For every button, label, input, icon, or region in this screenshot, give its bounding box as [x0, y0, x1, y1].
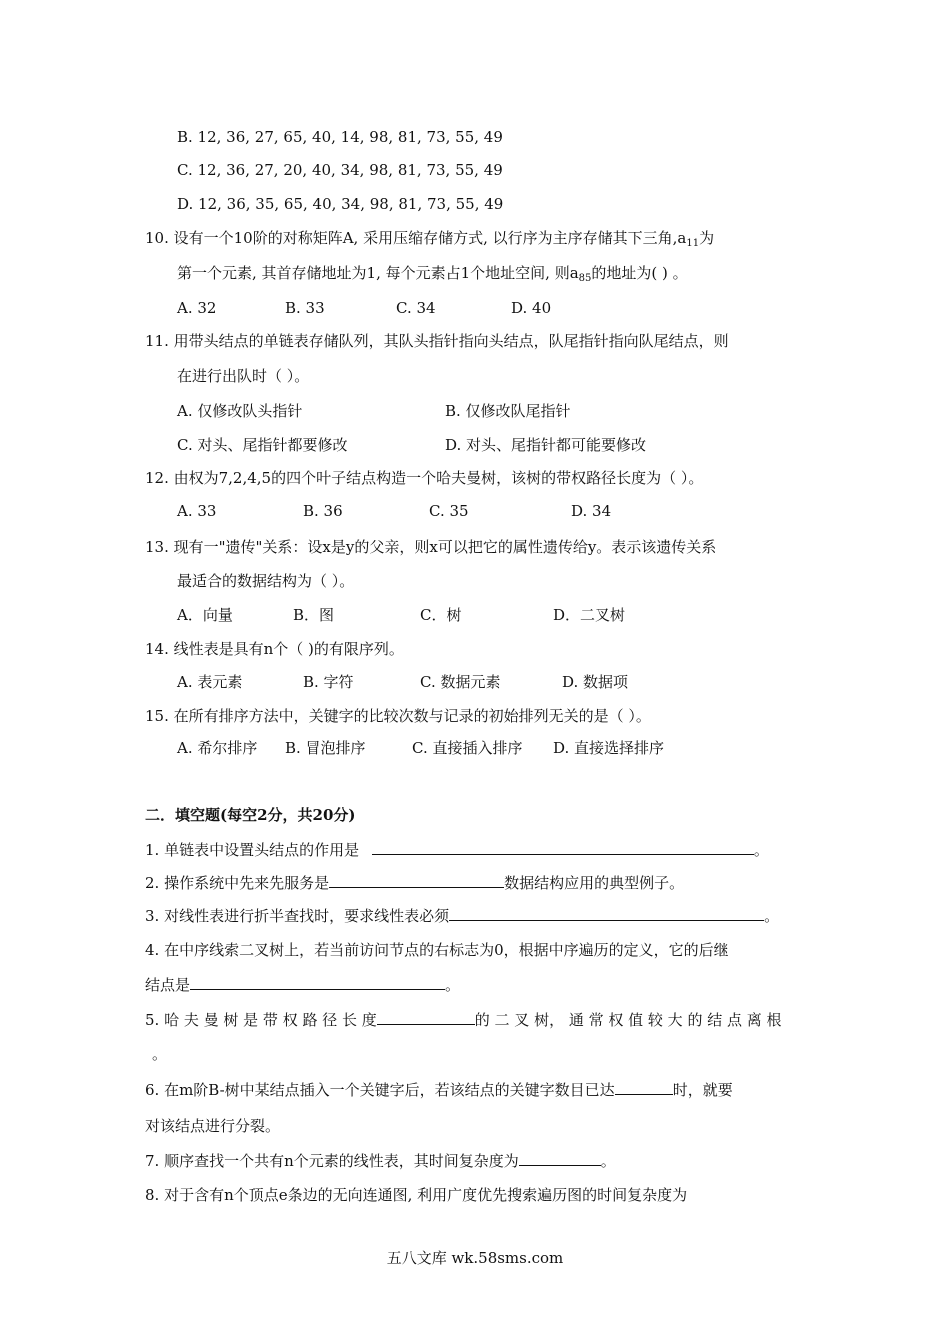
fill-6-blank — [615, 1080, 673, 1095]
q14-option-d: D. 数据项 — [562, 673, 629, 691]
fill-3-text: 3. 对线性表进行折半查找时，要求线性表必须 — [145, 907, 450, 925]
fill-3-blank — [449, 906, 764, 921]
fill-6-text-a: 6. 在m阶B-树中某结点插入一个关键字后，若该结点的关键字数目已达 — [145, 1081, 615, 1099]
fill-1-blank — [372, 840, 754, 855]
q14-options — [0, 672, 950, 692]
fill-5-line2: 。 — [152, 1045, 168, 1063]
fill-8-line1: 8. 对于含有n个顶点e条边的无向连通图, 利用广度优先搜索遍历图的时间复杂度为 — [145, 1186, 688, 1204]
q15-option-c: C. 直接插入排序 — [412, 739, 523, 757]
q14-option-c: C. 数据元素 — [420, 673, 501, 691]
q13-option-d: D．二叉树 — [553, 606, 626, 624]
q14-stem: 14. 线性表是具有n个（ )的有限序列。 — [145, 640, 404, 658]
q11-options-row1 — [0, 401, 950, 421]
fill-1-text: 1. 单链表中设置头结点的作用是 — [145, 841, 360, 859]
q13-option-c: C．树 — [420, 606, 462, 624]
fill-6-line2: 对该结点进行分裂。 — [145, 1117, 281, 1135]
fill-4-line1: 4. 在中序线索二叉树上，若当前访问节点的右标志为0，根据中序遍历的定义，它的后继 — [145, 941, 729, 959]
q11-options-row2 — [0, 435, 950, 455]
fill-3-end: 。 — [764, 907, 780, 925]
fill-2-end: 数据结构应用的典型例子。 — [504, 874, 685, 892]
q10-option-d: D. 40 — [511, 299, 552, 317]
q15-option-a: A. 希尔排序 — [177, 739, 258, 757]
q11-option-a: A. 仅修改队头指针 — [177, 402, 303, 420]
q15-options — [0, 738, 950, 758]
q10-stem-line1 — [145, 228, 714, 251]
q12-option-b: B. 36 — [303, 502, 343, 520]
q10-subscript-11: 11 — [686, 238, 700, 249]
q12-option-d: D. 34 — [571, 502, 612, 520]
q12-option-c: C. 35 — [429, 502, 469, 520]
q13-option-b: B．图 — [293, 606, 335, 624]
fill-7 — [145, 1151, 616, 1171]
q15-option-b: B. 冒泡排序 — [285, 739, 366, 757]
fill-7-blank — [519, 1151, 601, 1166]
q10-text-b: 为 — [699, 229, 715, 247]
q15-stem: 15. 在所有排序方法中，关键字的比较次数与记录的初始排列无关的是（ ）。 — [145, 707, 651, 725]
page-footer-watermark: 五八文库 wk.58sms.com — [386, 1249, 564, 1267]
section-title-fill-in: 二．填空题(每空2分，共20分) — [145, 806, 356, 824]
q11-option-d: D. 对头、尾指针都可能要修改 — [445, 436, 647, 454]
fill-4-blank — [190, 975, 445, 990]
q15-option-d: D. 直接选择排序 — [553, 739, 665, 757]
q12-stem: 12. 由权为7,2,4,5的四个叶子结点构造一个哈夫曼树，该树的带权路径长度为（ ）。 — [145, 469, 704, 487]
q9-option-b: B. 12, 36, 27, 65, 40, 14, 98, 81, 73, 55, 49 — [177, 128, 503, 146]
q10-stem-line2 — [177, 263, 688, 286]
q10-option-b: B. 33 — [285, 299, 325, 317]
fill-2-text: 2. 操作系统中先来先服务是 — [145, 874, 330, 892]
q13-option-a: A．向量 — [177, 606, 233, 624]
fill-5-text-a: 5. 哈 夫 曼 树 是 带 权 路 径 长 度 — [145, 1011, 377, 1029]
fill-7-end: 。 — [600, 1152, 616, 1170]
q10-options — [0, 298, 950, 318]
fill-2-blank — [329, 873, 504, 888]
fill-1 — [145, 840, 769, 860]
fill-4-text: 结点是 — [145, 976, 191, 994]
q13-stem-line2: 最适合的数据结构为（ ）。 — [177, 572, 355, 590]
q11-option-b: B. 仅修改队尾指针 — [445, 402, 571, 420]
q14-option-a: A. 表元素 — [177, 673, 243, 691]
q14-option-b: B. 字符 — [303, 673, 354, 691]
fill-6-line1 — [145, 1080, 733, 1100]
q11-stem-line2: 在进行出队时（ ）。 — [177, 367, 310, 385]
q10-option-c: C. 34 — [396, 299, 436, 317]
fill-4-end: 。 — [445, 976, 461, 994]
q12-option-a: A. 33 — [177, 502, 217, 520]
q10-subscript-85: 85 — [578, 273, 592, 284]
q11-stem-line1: 11. 用带头结点的单链表存储队列，其队头指针指向头结点，队尾指针指向队尾结点，则 — [145, 332, 729, 350]
q13-stem-line1: 13. 现有一"遗传"关系：设x是y的父亲，则x可以把它的属性遗传给y。表示该遗传关系 — [145, 538, 717, 556]
q10-text-a: 10. 设有一个10阶的对称矩阵A, 采用压缩存储方式, 以行序为主序存储其下三角,a — [145, 229, 687, 247]
q11-option-c: C. 对头、尾指针都要修改 — [177, 436, 348, 454]
q12-options — [0, 501, 950, 521]
fill-6-text-b: 时，就要 — [672, 1081, 733, 1099]
q10-option-a: A. 32 — [177, 299, 217, 317]
q13-options — [0, 605, 950, 625]
fill-5-text-b: 的 二 叉 树， 通 常 权 值 较 大 的 结 点 离 根 — [474, 1011, 782, 1029]
fill-2 — [145, 873, 684, 893]
q9-option-c: C. 12, 36, 27, 20, 40, 34, 98, 81, 73, 55, 49 — [177, 161, 503, 179]
q10-text-c: 第一个元素, 其首存储地址为1, 每个元素占1个地址空间, 则a — [177, 264, 579, 282]
fill-4-line2 — [145, 975, 460, 995]
q9-option-d: D. 12, 36, 35, 65, 40, 34, 98, 81, 73, 55, 49 — [177, 195, 504, 213]
fill-3 — [145, 906, 779, 926]
fill-1-end: 。 — [753, 841, 769, 859]
fill-7-text: 7. 顺序查找一个共有n个元素的线性表，其时间复杂度为 — [145, 1152, 519, 1170]
q10-text-d: 的地址为( ) 。 — [591, 264, 688, 282]
fill-5-line1 — [145, 1010, 782, 1030]
fill-5-blank — [377, 1010, 475, 1025]
